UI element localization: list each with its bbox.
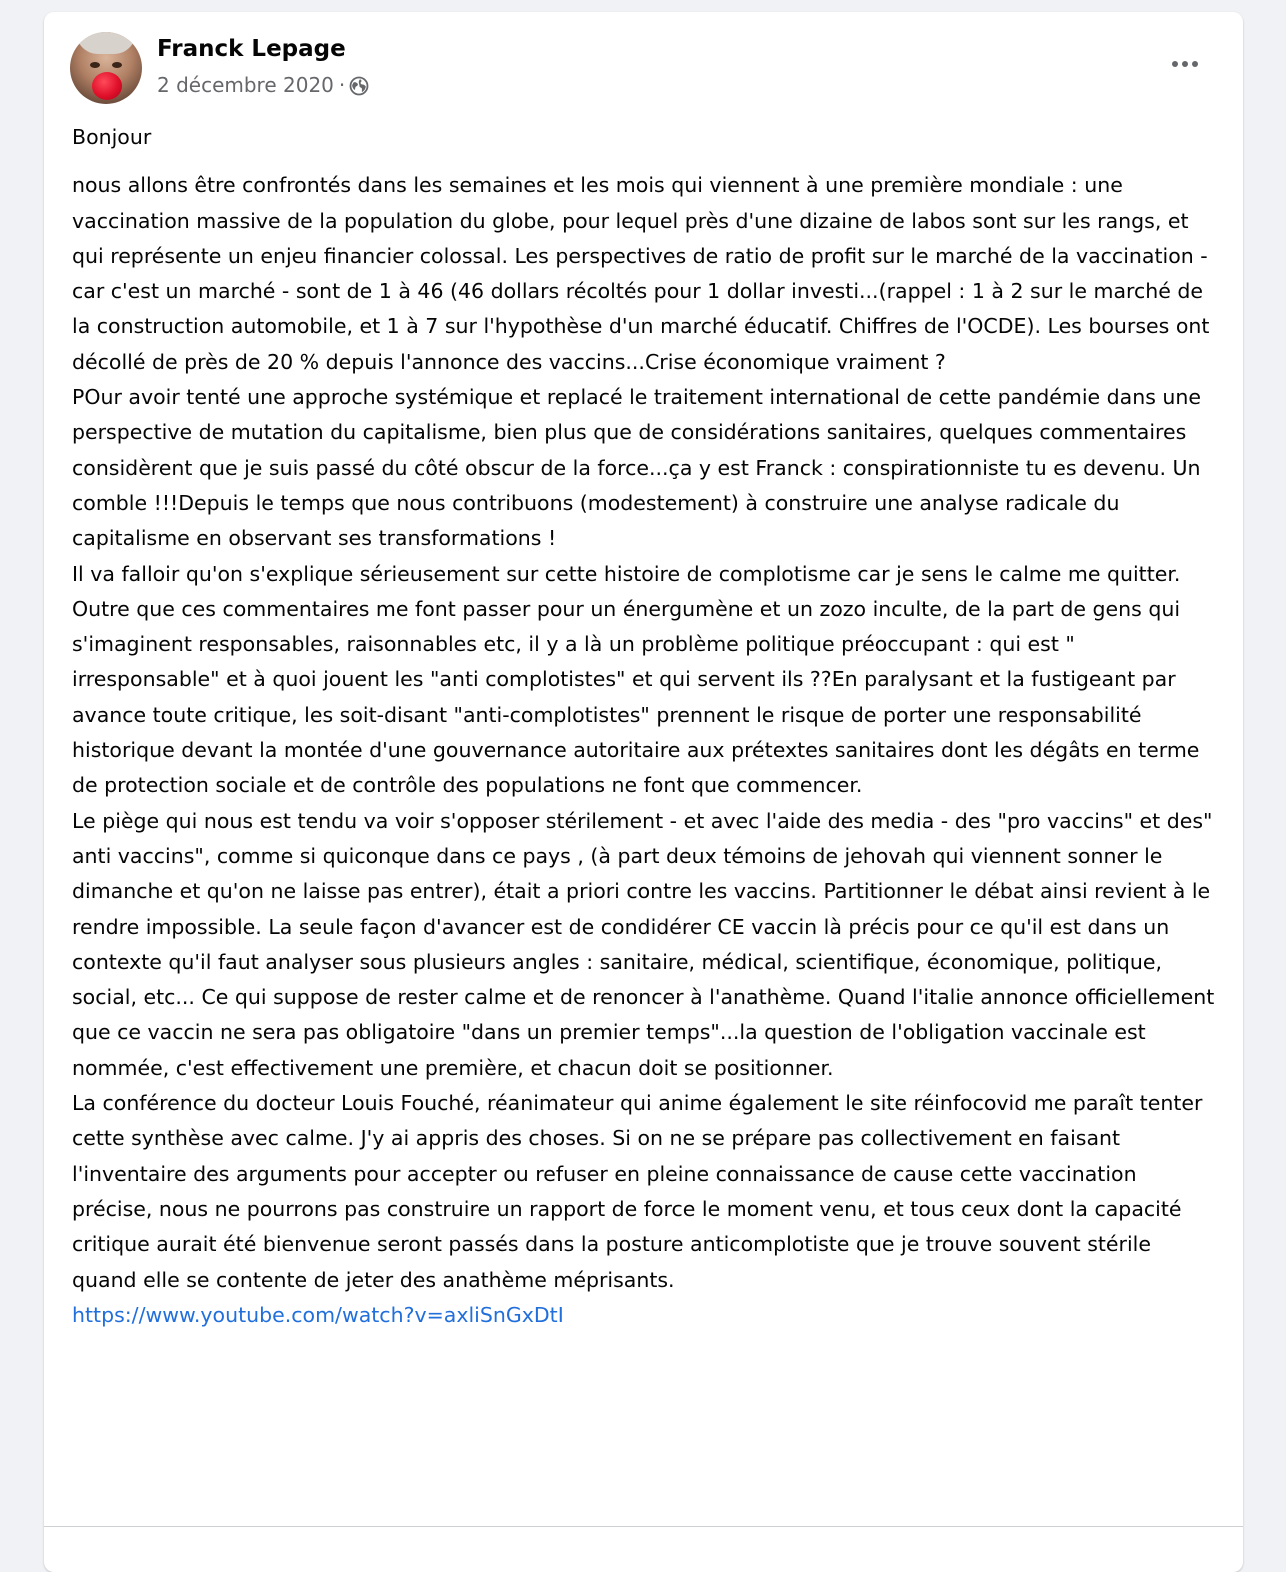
post-paragraph: La conférence du docteur Louis Fouché, réanimateur qui anime également le site réinfocovid me paraît tenter cette synthèse avec calme. J'y ai appris des choses. Si on ne se prépare pas collectivement en faisant l'inventaire des arguments pour accepter ou refuser en pleine connaissance de cause cette vaccination précise, nous ne pourrons pas construire un rapport de force le moment venu, et tous ceux dont la capacité critique aurait été bienvenue seront passés dans la posture anticomplotiste que je trouve souvent stérile quand elle se contente de jeter des anathème méprisants.	[72, 1091, 1203, 1292]
post-date[interactable]: 2 décembre 2020	[157, 73, 334, 97]
meta-separator: ·	[338, 73, 346, 97]
more-options-icon-dot	[1182, 61, 1188, 67]
post-paragraph: nous allons être confrontés dans les semaines et les mois qui viennent à une première mondiale : une vaccination massive de la population du globe, pour lequel près d'une dizaine de labos sont sur les rangs, et qui représente un enjeu financier colossal. Les perspectives de ratio de profit sur le marché de la vaccination - car c'est un marché - sont de 1 à 46 (46 dollars récoltés pour 1 dollar investi...(rappel : 1 à 2 sur le marché de la construction automobile, et 1 à 7 sur l'hypothèse d'un marché éducatif. Chiffres de l'OCDE). Les bourses ont décollé de près de 20 % depuis l'annonce des vaccins...Crise économique vraiment ?	[72, 173, 1210, 374]
more-options-button[interactable]	[1165, 50, 1205, 78]
post-paragraph: POur avoir tenté une approche systémique et replacé le traitement international de cette pandémie dans une perspective de mutation du capitalisme, bien plus que de considérations sanitaires, quelques commentaires considèrent que je suis passé du côté obscur de la force...ça y est Franck : conspirationniste tu es devenu. Un comble !!!Depuis le temps que nous contribuons (modestement) à construire une analyse radicale du capitalisme en observant ses transformations !	[72, 385, 1202, 551]
more-options-icon	[1172, 61, 1178, 67]
avatar-clown-nose	[92, 72, 122, 100]
avatar-eye-left	[90, 62, 100, 68]
author-name[interactable]: Franck Lepage	[157, 36, 346, 62]
post-meta	[157, 73, 369, 97]
author-avatar[interactable]	[70, 32, 142, 104]
post-text	[72, 120, 1222, 1333]
post-header	[44, 12, 1243, 122]
avatar-hair	[76, 32, 136, 54]
youtube-link[interactable]: https://www.youtube.com/watch?v=axliSnGxDtI	[72, 1302, 564, 1327]
post-paragraph: Il va falloir qu'on s'explique sérieusement sur cette histoire de complotisme car je sens le calme me quitter. Outre que ces commentaires me font passer pour un énergumène et un zozo inculte, de la part de gens qui s'imaginent responsables, raisonnables etc, il y a là un problème politique préoccupant : qui est " irresponsable" et à quoi jouent les "anti complotistes" et qui servent ils ??En paralysant et la fustigeant par avance toute critique, les soit-disant "anti-complotistes" prennent le risque de porter une responsabilité historique devant la montée d'une gouvernance autoritaire aux prétextes sanitaires dont les dégâts en terme de protection sociale et de contrôle des populations ne font que commencer.	[72, 561, 1200, 798]
avatar-eye-right	[112, 62, 122, 68]
more-options-icon-dot	[1192, 61, 1198, 67]
post-divider	[44, 1526, 1243, 1527]
post-paragraph: Bonjour	[72, 125, 152, 149]
post-paragraph: Le piège qui nous est tendu va voir s'opposer stérilement - et avec l'aide des media - des "pro vaccins" et des" anti vaccins", comme si quiconque dans ce pays , (à part deux témoins de jehovah qui viennent sonner le dimanche et qu'on ne laisse pas entrer), était a priori contre les vaccins. Partitionner le débat ainsi revient à le rendre impossible. La seule façon d'avancer est de condidérer CE vaccin là précis pour ce qu'il est dans un contexte qu'il faut analyser sous plusieurs angles : sanitaire, médical, scientifique, économique, politique, social, etc... Ce qui suppose de rester calme et de renoncer à l'anathème. Quand l'italie annonce officiellement que ce vaccin ne sera pas obligatoire "dans un premier temps"...la question de l'obligation vaccinale est nommée, c'est effectivement une première, et chacun doit se positionner.	[72, 808, 1215, 1080]
globe-icon[interactable]	[349, 76, 369, 96]
post-card	[44, 12, 1243, 1572]
